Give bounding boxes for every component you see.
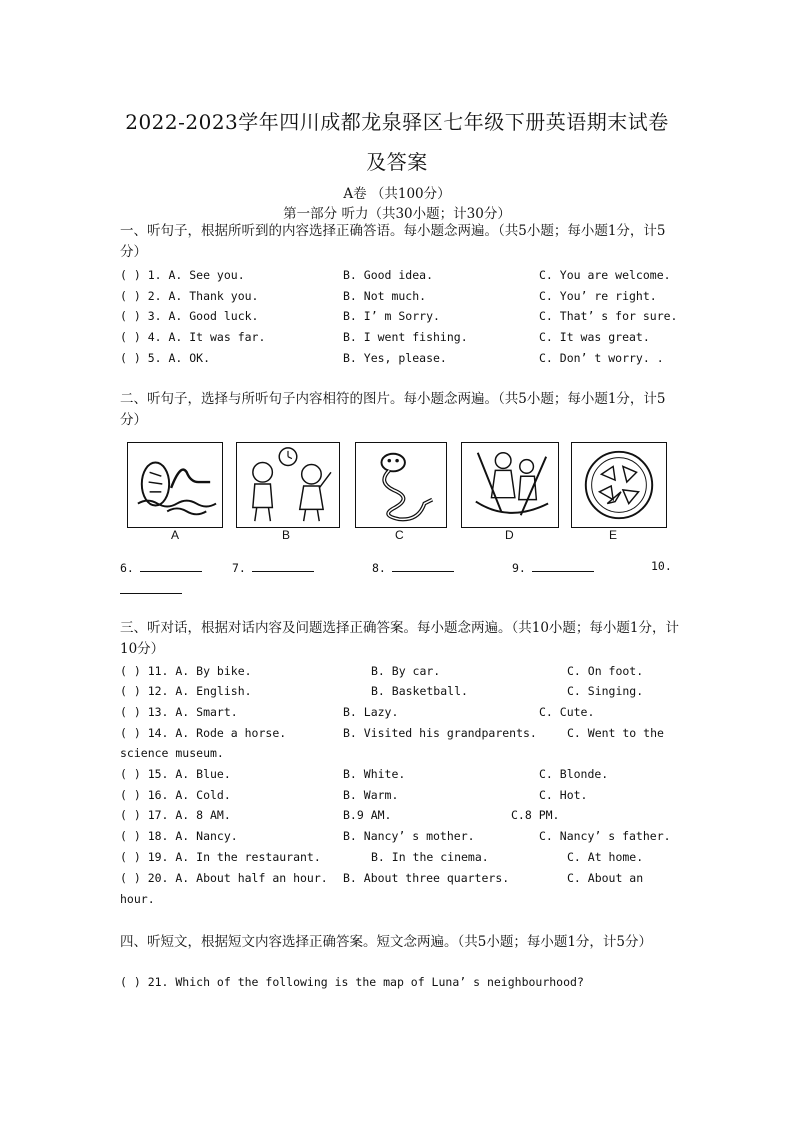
question-3-option-c: C. That’ s for sure. <box>539 309 678 323</box>
question-17-option-b: B.9 AM. <box>343 808 392 822</box>
picture-d-boating <box>461 442 559 528</box>
question-13: ( ) 13. A. Smart. <box>120 705 238 719</box>
question-12-option-b: B. Basketball. <box>371 684 468 698</box>
section1-instruction: 一、听句子，根据所听到的内容选择正确答语。每小题念两遍。（共5小题；每小题1分，计5分） <box>120 223 666 260</box>
question-14-option-b: B. Visited his grandparents. <box>343 726 537 740</box>
question-4: ( ) 4. A. It was far. <box>120 330 266 344</box>
question-16-option-c: C. Hot. <box>539 788 588 802</box>
section3-instruction: 三、听对话，根据对话内容及问题选择正确答案。每小题念两遍。（共10小题；每小题1分，计10分） <box>120 620 680 657</box>
question-2-option-c: C. You’ re right. <box>539 289 657 303</box>
page-title-continued: 及答案 <box>366 150 428 174</box>
question-14-option-c-continued: science museum. <box>120 746 224 760</box>
picture-e-label: E <box>609 528 618 542</box>
picture-a-label: A <box>171 528 180 542</box>
page-title: 2022-2023学年四川成都龙泉驿区七年级下册英语期末试卷 <box>125 110 669 134</box>
question-20: ( ) 20. A. About half an hour. <box>120 871 328 885</box>
part1-heading: 第一部分 听力（共30小题；计30分） <box>283 206 511 222</box>
question-15: ( ) 15. A. Blue. <box>120 767 231 781</box>
answer-blank-8[interactable]: 8. <box>372 559 454 575</box>
picture-c-snake <box>355 442 447 528</box>
question-18-option-c: C. Nancy’ s father. <box>539 829 671 843</box>
question-21: ( ) 21. Which of the following is the map of Luna’ s neighbourhood? <box>120 975 584 989</box>
question-19: ( ) 19. A. In the restaurant. <box>120 850 321 864</box>
question-12-option-c: C. Singing. <box>567 684 644 698</box>
question-1-option-c: C. You are welcome. <box>539 268 671 282</box>
question-4-option-c: C. It was great. <box>539 330 650 344</box>
question-14-option-c: C. Went to the <box>567 726 664 740</box>
question-17-option-c: C.8 PM. <box>511 808 560 822</box>
question-1-option-b: B. Good idea. <box>343 268 434 282</box>
question-3-option-b: B. I’ m Sorry. <box>343 309 440 323</box>
swimmer-icon <box>128 443 222 527</box>
picture-c-label: C <box>395 528 404 542</box>
answer-blank-10-line[interactable] <box>120 585 182 594</box>
question-13-option-b: B. Lazy. <box>343 705 399 719</box>
food-plate-icon <box>572 443 666 527</box>
question-13-option-c: C. Cute. <box>539 705 595 719</box>
answer-blank-7[interactable]: 7. <box>232 559 314 575</box>
question-12: ( ) 12. A. English. <box>120 684 252 698</box>
section4-instruction: 四、听短文，根据短文内容选择正确答案。短文念两遍。（共5小题；每小题1分，计5分） <box>120 934 653 950</box>
answer-blank-9[interactable]: 9. <box>512 559 594 575</box>
question-5: ( ) 5. A. OK. <box>120 351 211 365</box>
snake-icon <box>356 443 446 527</box>
boating-icon <box>462 443 558 527</box>
question-19-option-c: C. At home. <box>567 850 644 864</box>
question-19-option-b: B. In the cinema. <box>371 850 489 864</box>
paper-a-heading: A卷 （共100分） <box>343 186 451 202</box>
picture-e-food-plate <box>571 442 667 528</box>
question-15-option-c: C. Blonde. <box>539 767 609 781</box>
children-clock-icon <box>237 443 339 527</box>
question-16-option-b: B. Warm. <box>343 788 399 802</box>
question-15-option-b: B. White. <box>343 767 406 781</box>
question-11-option-b: B. By car. <box>371 664 441 678</box>
question-11-option-c: C. On foot. <box>567 664 644 678</box>
question-1: ( ) 1. A. See you. <box>120 268 245 282</box>
answer-blank-6[interactable]: 6. <box>120 559 202 575</box>
question-3: ( ) 3. A. Good luck. <box>120 309 259 323</box>
question-4-option-b: B. I went fishing. <box>343 330 468 344</box>
question-20-option-c-continued: hour. <box>120 892 155 906</box>
question-20-option-c: C. About an <box>567 871 644 885</box>
question-16: ( ) 16. A. Cold. <box>120 788 231 802</box>
question-2: ( ) 2. A. Thank you. <box>120 289 259 303</box>
question-5-option-c: C. Don’ t worry. . <box>539 351 664 365</box>
question-18-option-b: B. Nancy’ s mother. <box>343 829 475 843</box>
picture-d-label: D <box>505 528 514 542</box>
question-18: ( ) 18. A. Nancy. <box>120 829 238 843</box>
picture-a-swimmer <box>127 442 223 528</box>
question-11: ( ) 11. A. By bike. <box>120 664 252 678</box>
question-17: ( ) 17. A. 8 AM. <box>120 808 231 822</box>
question-20-option-b: B. About three quarters. <box>343 871 510 885</box>
question-5-option-b: B. Yes, please. <box>343 351 447 365</box>
answer-blank-10[interactable]: 10. <box>651 559 672 573</box>
picture-b-label: B <box>282 528 291 542</box>
section2-instruction: 二、听句子，选择与所听句子内容相符的图片。每小题念两遍。（共5小题；每小题1分，计5分） <box>120 391 666 428</box>
question-2-option-b: B. Not much. <box>343 289 427 303</box>
question-14: ( ) 14. A. Rode a horse. <box>120 726 287 740</box>
picture-b-children-clock <box>236 442 340 528</box>
